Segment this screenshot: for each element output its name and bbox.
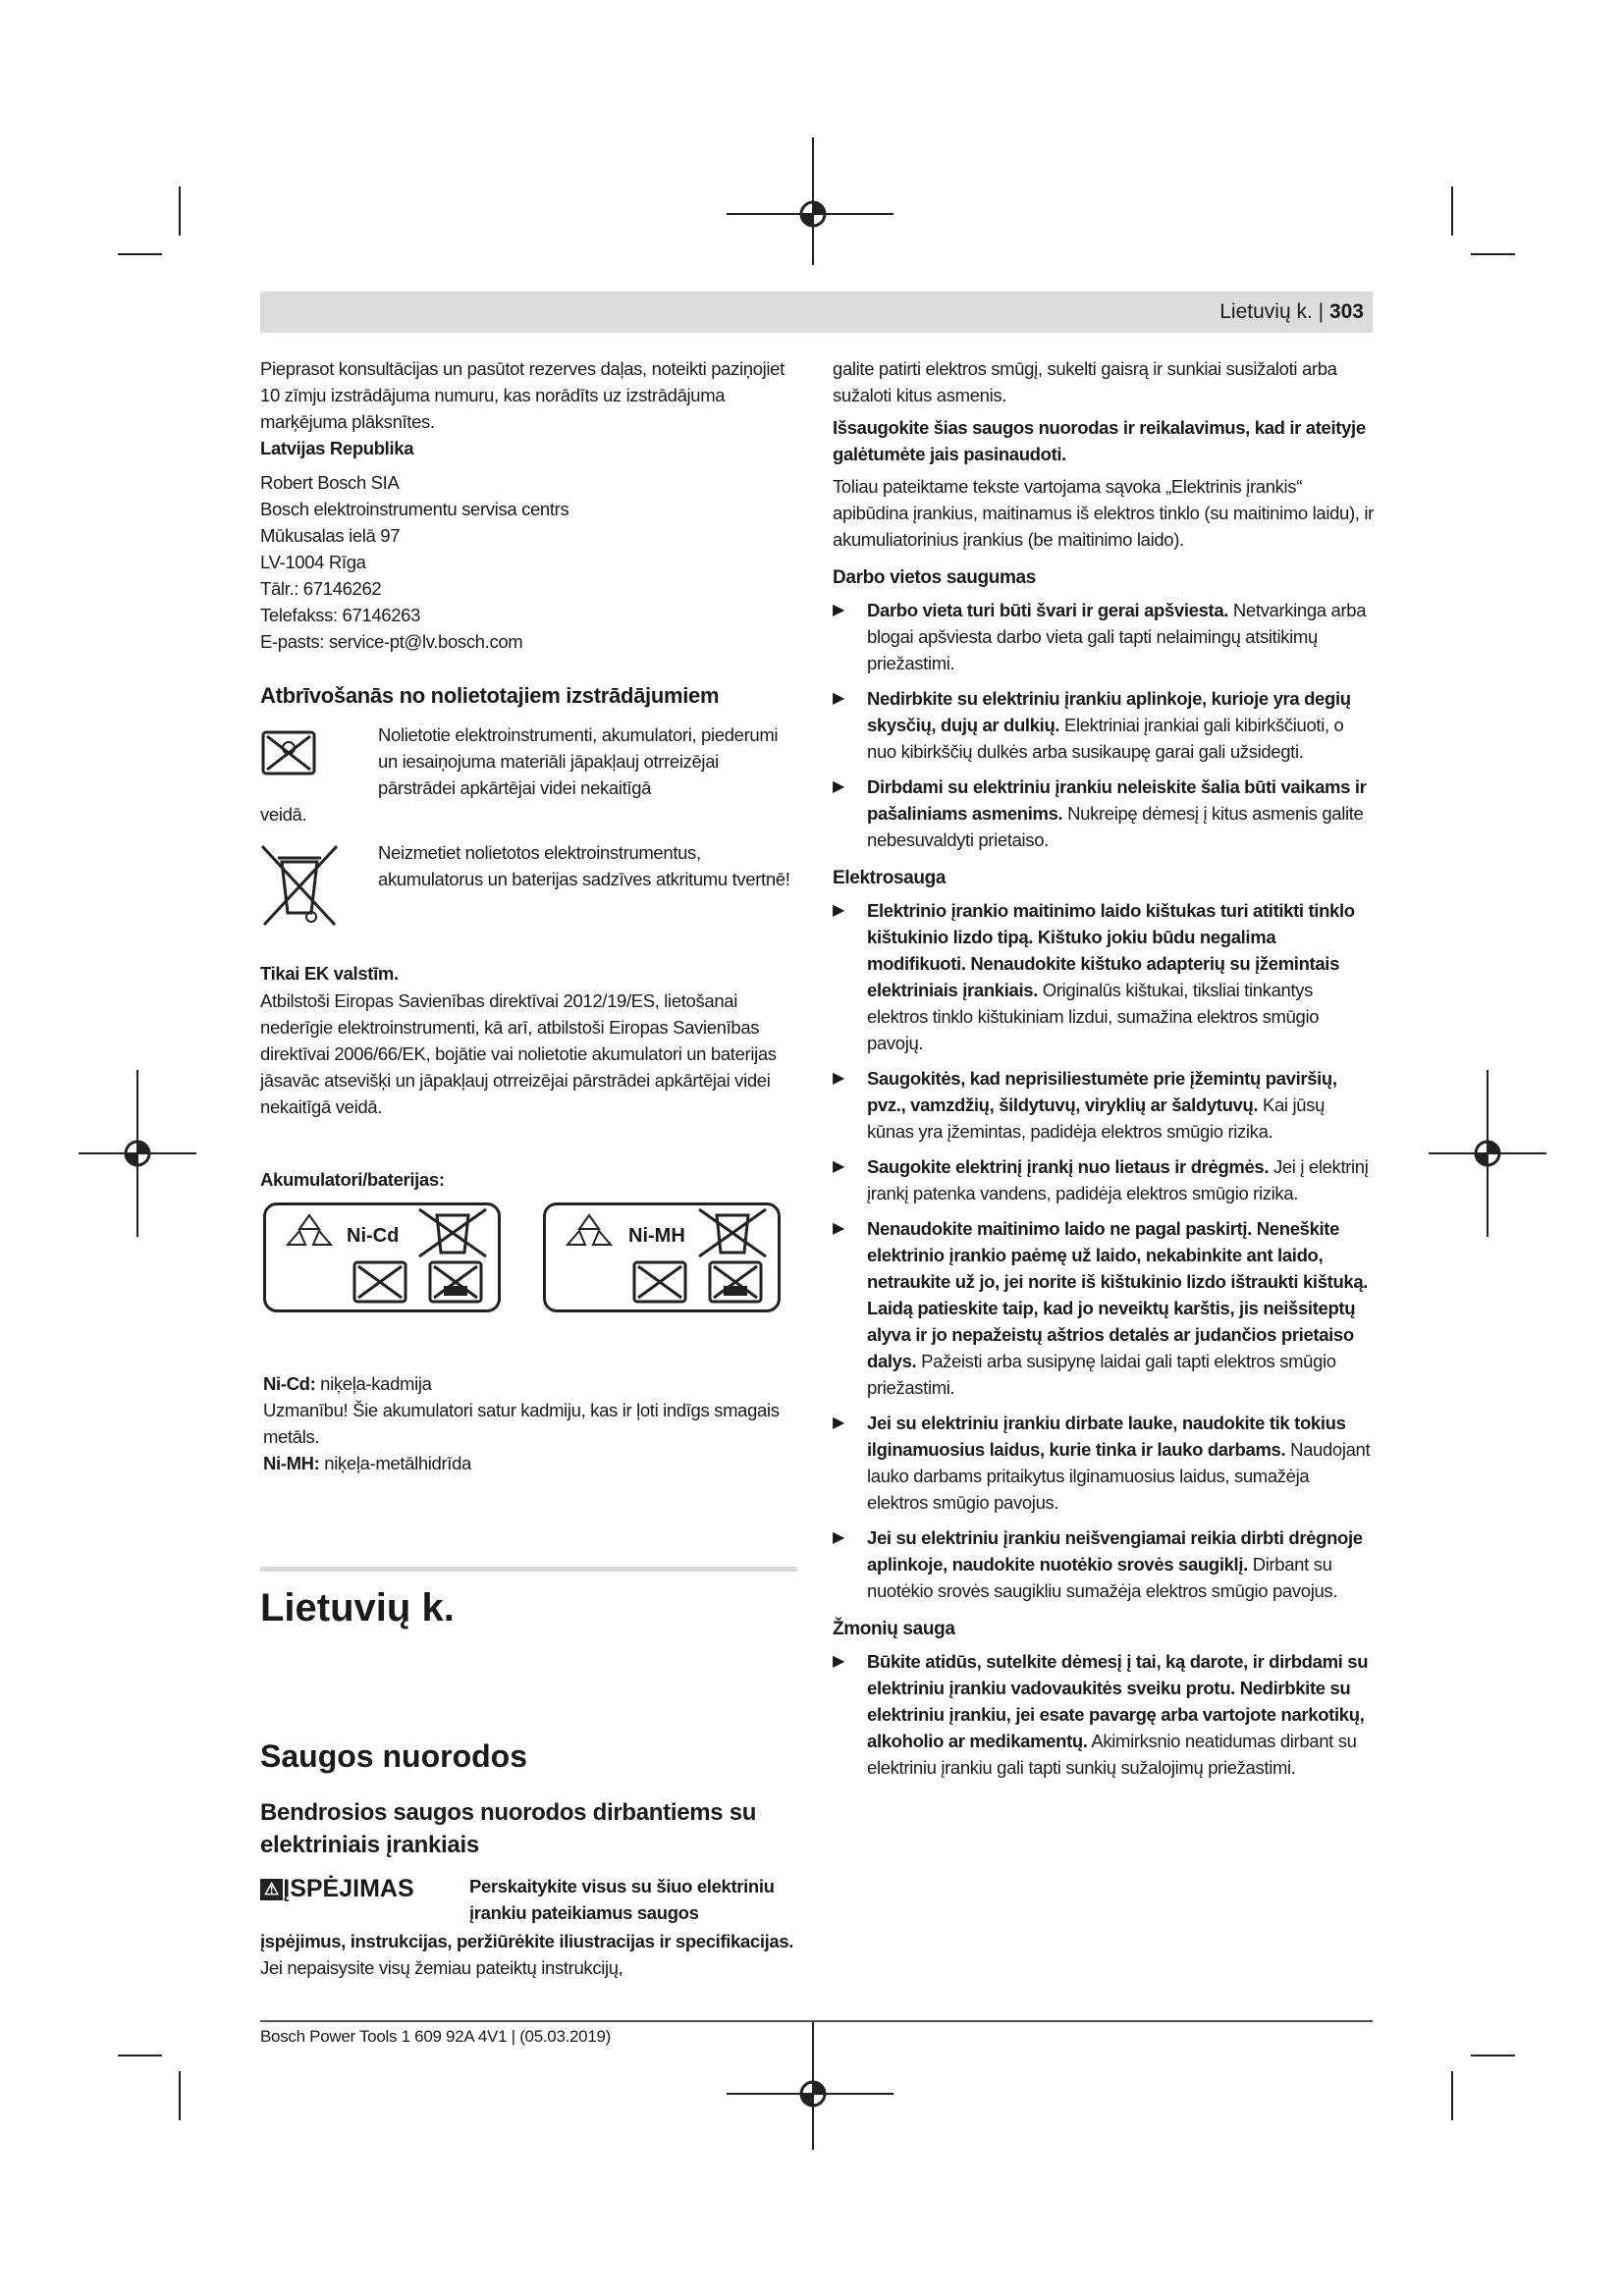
bullet-text: Naudojant lauko darbams pritaikytus ilginamuosius laidus, sumažėja elektros smūgio pavojus. [867,1439,1371,1513]
address-line: Tālr.: 67146262 [260,578,382,599]
intro-paragraph: Pieprasot konsultācijas un pasūtot rezerves daļas, noteikti paziņojiet 10 zīmju izstrādājuma numuru, kas norādīts uz izstrādājuma marķējuma plāksnītes. [260,358,785,432]
right-column [833,355,1375,1789]
bin-text: Neizmetiet nolietotos elektroinstrumentus, akumulatorus un baterijas sadzīves atkritumu tvertnē! [378,842,790,889]
bullet-text: Pažeisti arba susipynę laidai gali tapti elektros smūgio priežastimi. [867,1351,1336,1398]
bullet-arrow-icon: ▶ [833,1220,844,1237]
disposal-text-end: veidā. [260,804,307,825]
page-header-bar [260,292,1373,333]
no-incineration-icon [428,1260,483,1304]
recycle-packaging-icon [352,1260,407,1304]
safety-bullet [833,1153,1375,1206]
bullet-text: Netvarkinga arba blogai apšviesta darbo vieta gali tapti nelaimingų atsitikimų priežastimi. [867,600,1367,673]
nicd-legend [263,1370,801,1397]
address-line: Telefakss: 67146263 [260,605,421,625]
section-heading: Darbo vietos saugumas [833,567,1036,588]
address-block [260,469,800,655]
safety-bullet [833,1648,1375,1781]
address-line: Robert Bosch SIA [260,472,400,493]
bullet-bold: Būkite atidūs, sutelkite dėmesį į tai, ką darote, ir dirbdami su elektriniu įrankiu vadovaukitės sveiku protu. Nedirbkite su elektriniu įrankiu, jei esate pavargę arba vartojote narkotikų, alkoholio ar medikamentų. [867,1651,1369,1751]
bullet-bold: Dirbdami su elektriniu įrankiu neleiskite šalia būti vaikams ir pašaliniams asmenims. [867,776,1367,824]
footer-rule [260,2020,1373,2022]
battery-type: Ni-Cd [347,1225,400,1247]
crop-mark [118,253,162,255]
keep-instructions: Išsaugokite šias saugos nuorodas ir reikalavimus, kad ir ateityje galėtumėte jais pasinaudoti. [833,417,1366,464]
crossed-bin-icon [415,1205,490,1260]
page-number: 303 [1328,300,1364,323]
bullet-bold: Elektrinio įrankio maitinimo laido kištukas turi atitikti tinklo kištukinio lizdo tipą. Kištuko jokiu būdu negalima modifikuoti. Nenaudokite kištuko adapterių su įžemintais elektriniais įrankiais. [867,900,1355,1000]
crossed-bin-icon [695,1205,770,1260]
country-heading: Latvijas Republika [260,438,414,458]
section-name: Lietuvių k. [1219,300,1313,323]
registration-target-icon [79,1070,196,1237]
crop-mark [1451,2071,1453,2120]
safety-bullet [833,597,1375,676]
address-line: Bosch elektroinstrumentu servisa centrs [260,499,569,519]
bullet-arrow-icon: ▶ [833,902,844,919]
continuation-paragraph: galite patirti elektros smūgį, sukelti gaisrą ir sunkiai susižaloti arba sužaloti kitus asmenis. [833,358,1337,405]
legend-key: Ni-MH: [263,1453,320,1473]
bullet-bold: Jei su elektriniu įrankiu neišvengiamai reikia dirbti drėgnoje aplinkoje, naudokite nuotėkio srovės saugiklį. [867,1527,1363,1575]
safety-bullet [833,1065,1375,1145]
warning-normal-text: Jei nepaisysite visų žemiau pateiktų instrukcijų, [260,1957,623,1978]
legend-value: niķeļa-kadmija [315,1373,432,1394]
recycle-packaging-icon [261,730,316,775]
address-line: LV-1004 Rīga [260,552,366,572]
term-definition: Toliau pateiktame tekste vartojama sąvoka „Elektrinis įrankis“ apibūdina įrankius, maitinamus iš elektros tinklo (su maitinimo laidu), ir akumuliatorinius įrankius (be maitinimo laido). [833,476,1374,550]
safety-bullet [833,1215,1375,1401]
bullet-text: Jei į elektrinį įrankį patenka vandens, padidėja elektros smūgio rizika. [867,1156,1369,1203]
bullet-bold: Nenaudokite maitinimo laido ne pagal paskirtį. Neneškite elektrinio įrankio paėmę už laido, nekabinkite ant laido, netraukite už jo, jei norite iš kištukinio lizdo ištraukti kištuką. Laidą patieskite taip, kad jo neveiktų karštis, jis neišsiteptų alyva ir jo nepažeistų aštrios detalės ar judančios prietaiso dalys. [867,1218,1369,1371]
section-heading: Žmonių sauga [833,1619,955,1639]
warning-bold-text: Perskaitykite visus su šiuo elektriniu įrankiu pateikiamus saugos [469,1876,775,1923]
language-title: Lietuvių k. [260,1586,455,1629]
crop-mark [179,2071,181,2120]
legend-value: niķeļa-metālhidrīda [319,1453,471,1473]
battery-legend [263,1370,801,1476]
bullet-text: Kai jūsų kūnas yra įžemintas, padidėja elektros smūgio rizika. [867,1095,1326,1142]
address-line: Mūkusalas ielā 97 [260,525,401,546]
safety-bullet [833,774,1375,853]
safety-title: Saugos nuorodos [260,1738,527,1774]
crop-mark [1471,2055,1515,2056]
section-divider [260,1567,797,1572]
warning-icon: ⚠ [260,1879,283,1900]
email-line: E-pasts: service-pt@lv.bosch.com [260,631,523,652]
bullet-arrow-icon: ▶ [833,602,844,618]
bullet-text: Nukreipę dėmesį į kitus asmenis galite nebesuvaldyti prietaiso. [867,803,1364,850]
legend-key: Ni-Cd: [263,1373,316,1394]
bullet-bold: Saugokite elektrinį įrankį nuo lietaus ir drėgmės. [867,1156,1270,1177]
bullet-arrow-icon: ▶ [833,1653,844,1670]
bullet-bold: Nedirbkite su elektriniu įrankiu aplinkoje, kurioje yra degių skysčių, dujų ar dulkių. [867,688,1351,735]
safety-bullet [833,685,1375,765]
bullet-bold: Saugokitės, kad neprisiliestumėte prie įžemintų paviršių, pvz., vamzdžių, šildytuvų, viryklių ar šaldytuvų. [867,1068,1337,1115]
bullet-arrow-icon: ▶ [833,1158,844,1175]
no-incineration-icon [708,1260,763,1304]
nicd-battery-label [263,1202,501,1312]
battery-heading: Akumulatori/baterijas: [260,1169,445,1190]
bullet-arrow-icon: ▶ [833,1415,844,1431]
crossed-bin-icon [260,842,339,931]
bullet-arrow-icon: ▶ [833,690,844,707]
safety-bullet [833,897,1375,1056]
nimh-legend [263,1450,801,1476]
bullet-arrow-icon: ▶ [833,1529,844,1546]
crop-mark [1471,253,1515,255]
separator: | [1318,300,1325,323]
bullet-text: Originalūs kištukai, tiksliai tinkantys elektros tinklo kištukiniam lizdui, sumažina elektros smūgio pavojų. [867,980,1320,1053]
warning-text [260,1928,800,1981]
bullet-text: Akimirksnio neatidumas dirbant su elektriniu įrankiu gali tapti sunkių sužalojimų priežastimi. [867,1731,1357,1778]
general-safety-heading: Bendrosios saugos nuorodos dirbantiems su elektriniais įrankiais [260,1799,757,1858]
warning-label-text: ĮSPĖJIMAS [283,1875,414,1902]
warning-bold-continued: įspėjimus, instrukcijas, peržiūrėkite iliustracijas ir specifikacijas. [260,1931,794,1951]
crop-mark [179,187,181,236]
bullet-text: Elektriniai įrankiai gali kibirkščiuoti, o nuo kibirkščių dulkės arba susikaupę garai gali užsidegti. [867,715,1344,762]
section-heading: Elektrosauga [833,868,947,888]
page-header [1219,297,1364,327]
registration-target-icon [1429,1070,1546,1237]
bullet-arrow-icon: ▶ [833,778,844,795]
registration-target-icon [727,2022,903,2160]
cadmium-warning: Uzmanību! Šie akumulatori satur kadmiju, kas ir ļoti indīgs smagais metāls. [263,1400,780,1447]
crop-mark [1451,187,1453,236]
safety-bullet [833,1524,1375,1604]
recycle-icon [560,1211,619,1251]
warning-label [260,1873,414,1904]
nimh-battery-label [543,1202,781,1312]
disposal-text: Nolietotie elektroinstrumenti, akumulatori, piederumi un iesaiņojuma materiāli jāpakļauj otrreizējai pārstrādei apkārtējai videi nekaitīgā [378,724,779,798]
registration-target-icon [727,137,903,275]
bullet-bold: Darbo vieta turi būti švari ir gerai apšviesta. [867,600,1229,620]
battery-type: Ni-MH [628,1225,685,1247]
bullet-bold: Jei su elektriniu įrankiu dirbate lauke, naudokite tik tokius ilginamuosius laidus, kurie tinka ir lauko darbams. [867,1413,1346,1460]
safety-bullet [833,1410,1375,1516]
crop-mark [118,2055,162,2056]
recycle-icon [280,1211,339,1251]
bullet-arrow-icon: ▶ [833,1070,844,1087]
disposal-heading: Atbrīvošanās no nolietotajiem izstrādājumiem [260,683,720,708]
footer-text: Bosch Power Tools 1 609 92A 4V1 | (05.03.2019) [260,2027,611,2046]
bullet-text: Dirbant su nuotėkio srovės saugikliu sumažėja elektros smūgio pavojus. [867,1554,1338,1601]
eu-paragraph: Atbilstoši Eiropas Savienības direktīvai 2012/19/ES, lietošanai nederīgie elektroinstrumenti, kā arī, atbilstoši Eiropas Savienības direktīvai 2006/66/EK, bojātie vai nolietotie akumulatori un baterijas jāsavāc atsevišķi un jāpakļauj otrreizējai pārstrādei apkārtējai videi nekaitīgā veidā. [260,990,777,1117]
recycle-packaging-icon [632,1260,687,1304]
eu-heading: Tikai EK valstīm. [260,963,399,984]
